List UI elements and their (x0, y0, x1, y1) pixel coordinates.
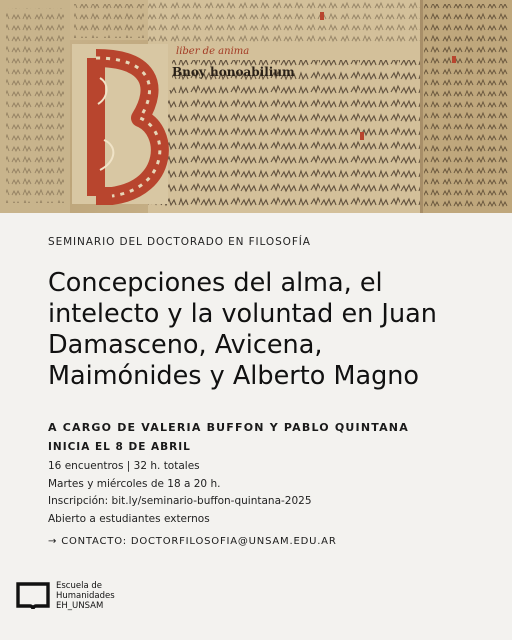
manuscript-rubric: liber de anima (176, 46, 250, 57)
institution-logo (16, 578, 115, 614)
logo-line: Humanidades (56, 591, 115, 601)
schedule-info: Martes y miércoles de 18 a 20 h. (48, 477, 221, 490)
contact-line[interactable] (48, 536, 337, 547)
registration-link[interactable]: Inscripción: bit.ly/seminario-buffon-quintana-2025 (48, 495, 312, 507)
title-line: Maimónides y Alberto Magno (48, 361, 420, 391)
sessions-info: 16 encuentros | 32 h. totales (48, 460, 200, 472)
logo-line: EH_UNSAM (56, 601, 104, 611)
seminar-details (48, 458, 312, 528)
contact-email[interactable]: CONTACTO: DOCTORFILOSOFIA@UNSAM.EDU.AR (61, 536, 337, 547)
audience-info: Abierto a estudiantes externos (48, 512, 210, 525)
manuscript-incipit: Bnoy honoabilium (172, 65, 295, 79)
title-line: intelecto y la voluntad en Juan (48, 299, 437, 329)
logo-line: Escuela de (56, 581, 102, 591)
manuscript-illustration (0, 0, 512, 213)
title-line: Concepciones del alma, el (48, 268, 383, 298)
start-date: INICIA EL 8 DE ABRIL (48, 441, 191, 453)
arrow-right-icon: → (48, 536, 58, 547)
book-logo-icon (16, 581, 50, 611)
manuscript-image (0, 0, 512, 213)
logo-text (56, 581, 115, 611)
presenters: A CARGO DE VALERIA BUFFON Y PABLO QUINTANA (48, 421, 409, 434)
title-line: Damasceno, Avicena, (48, 330, 323, 360)
series-label: SEMINARIO DEL DOCTORADO EN FILOSOFÍA (48, 236, 311, 248)
seminar-title (48, 268, 488, 392)
